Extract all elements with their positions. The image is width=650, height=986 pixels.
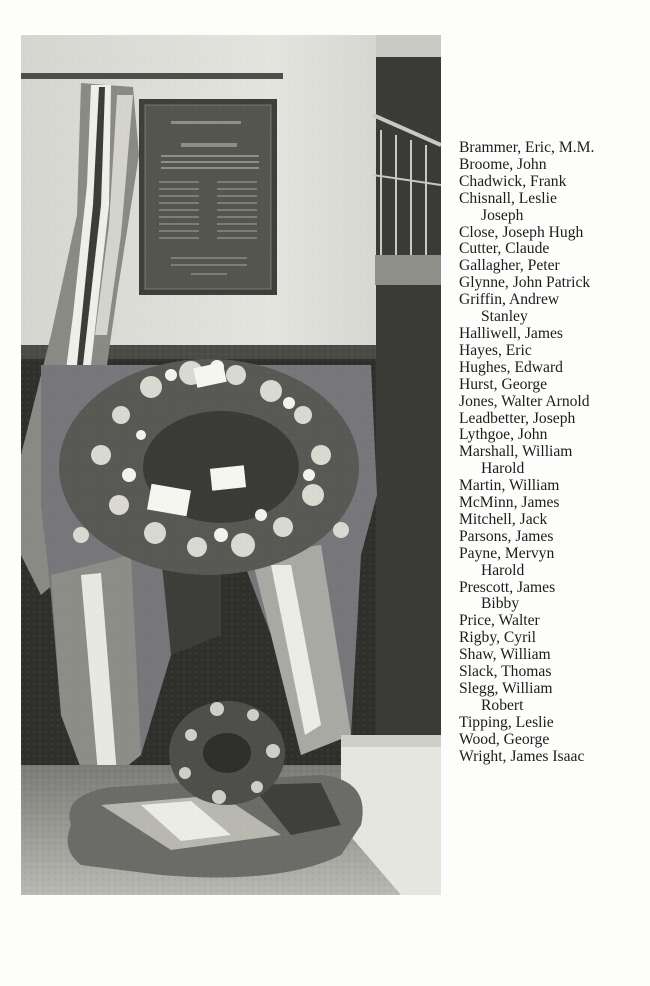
name-entry: Halliwell, James <box>459 324 563 342</box>
name-entry: Rigby, Cyril <box>459 629 536 647</box>
name-entry: Payne, Mervyn <box>459 544 555 562</box>
name-entry: Mitchell, Jack <box>459 510 548 528</box>
name-entry: Marshall, William <box>459 443 573 461</box>
name-entry: Tipping, Leslie <box>459 713 554 731</box>
name-entry-continuation: Robert <box>481 696 524 714</box>
name-entry: Hurst, George <box>459 375 548 393</box>
name-entry: Brammer, Eric, M.M. <box>459 139 595 156</box>
name-entry-continuation: Harold <box>481 561 525 579</box>
name-entry: Hayes, Eric <box>459 341 532 359</box>
name-entry: Leadbetter, Joseph <box>459 409 576 427</box>
name-entry-continuation: Stanley <box>481 308 528 326</box>
name-entry: McMinn, James <box>459 494 560 512</box>
names-list <box>459 140 644 766</box>
name-entry: Martin, William <box>459 477 560 495</box>
name-entry: Chadwick, Frank <box>459 172 567 190</box>
name-entry: Close, Joseph Hugh <box>459 223 584 241</box>
name-entry-continuation: Harold <box>481 460 525 478</box>
name-entry: Broome, John <box>459 155 547 173</box>
name-entry: Chisnall, Leslie <box>459 189 557 207</box>
name-entry: Prescott, James <box>459 578 556 596</box>
name-entry: Griffin, Andrew <box>459 291 560 309</box>
name-entry: Shaw, William <box>459 646 551 664</box>
name-entry: Glynne, John Patrick <box>459 274 591 292</box>
name-entry: Cutter, Claude <box>459 240 550 258</box>
name-entry: Price, Walter <box>459 612 540 630</box>
name-entry: Slegg, William <box>459 680 553 697</box>
name-entry: Wood, George <box>459 730 550 748</box>
name-entry: Slack, Thomas <box>459 663 552 681</box>
name-entry: Gallagher, Peter <box>459 257 560 275</box>
name-entry-continuation: Joseph <box>481 206 524 224</box>
name-entry: Hughes, Edward <box>459 358 563 376</box>
name-entry: Parsons, James <box>459 527 554 545</box>
memorial-photograph <box>21 35 441 895</box>
name-entry: Wright, James Isaac <box>459 747 585 765</box>
name-entry: Jones, Walter Arnold <box>459 392 590 410</box>
name-entry-continuation: Bibby <box>481 595 520 613</box>
name-entry: Lythgoe, John <box>459 426 548 444</box>
